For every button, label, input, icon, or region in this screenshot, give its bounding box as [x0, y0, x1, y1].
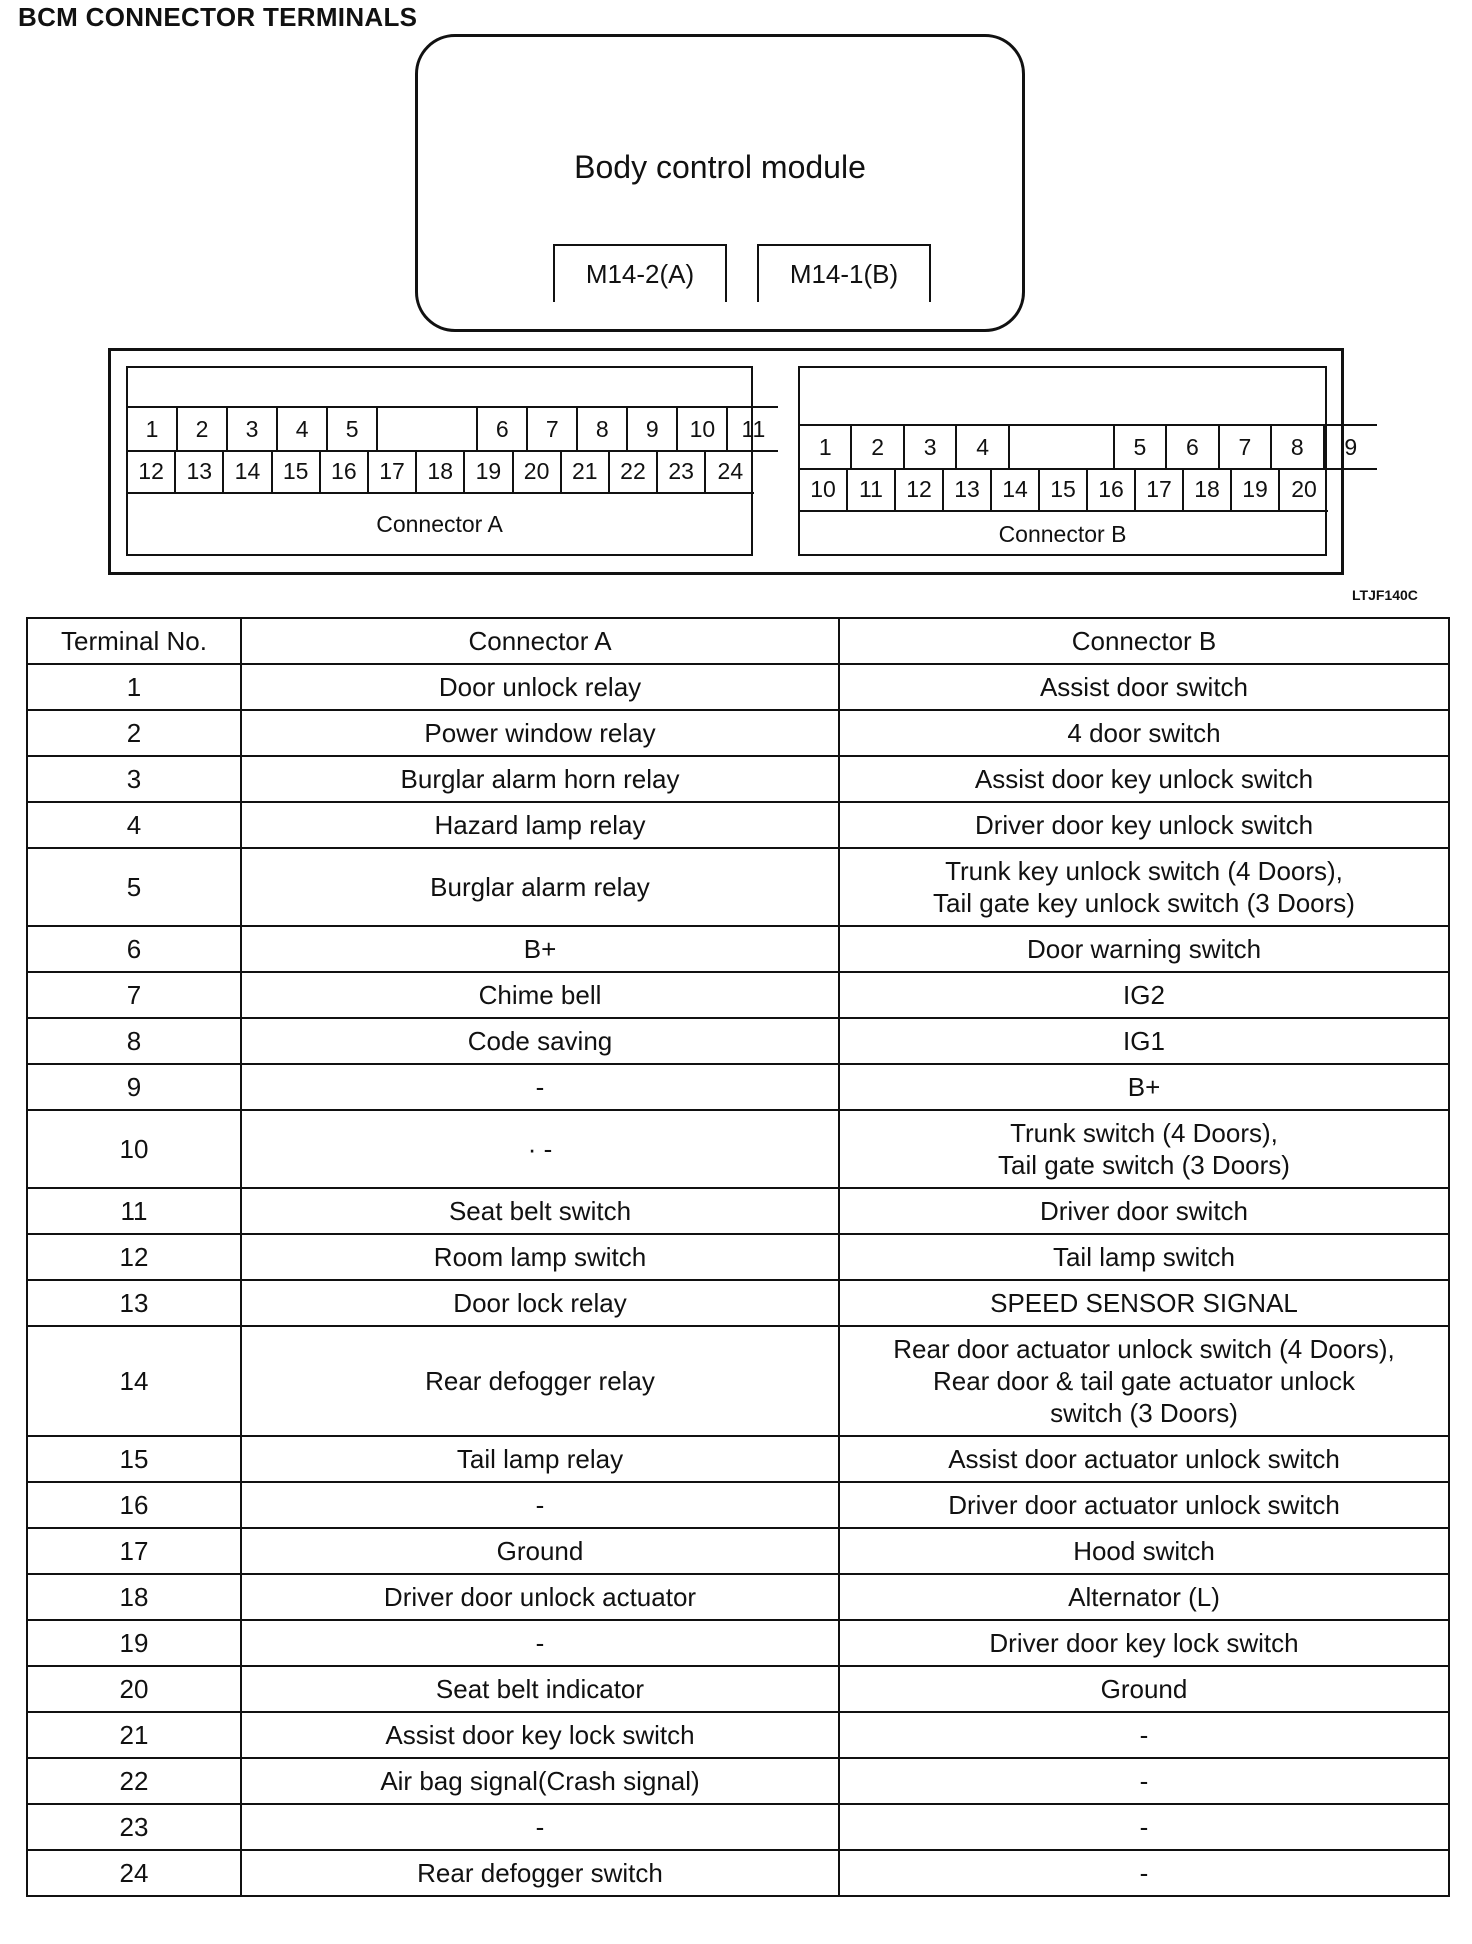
connector-b-diagram — [798, 366, 1358, 556]
connector-b-cell: Assist door actuator unlock switch — [839, 1436, 1449, 1482]
connector-a-cell: Door unlock relay — [241, 664, 839, 710]
table-row — [27, 1280, 1449, 1326]
table-row — [27, 1436, 1449, 1482]
connector-b-cell: B+ — [839, 1064, 1449, 1110]
connector-a-cell: Burglar alarm relay — [241, 848, 839, 926]
table-row — [27, 1528, 1449, 1574]
table-row — [27, 1850, 1449, 1896]
connector-b-pin-6: 6 — [1167, 426, 1219, 468]
connector-a-cell: Chime bell — [241, 972, 839, 1018]
terminal-no-cell: 5 — [27, 848, 241, 926]
connector-a-pin-22: 22 — [610, 450, 658, 492]
table-row — [27, 1758, 1449, 1804]
connector-a-cell: Rear defogger relay — [241, 1326, 839, 1436]
connector-a-cell: - — [241, 1064, 839, 1110]
table-row — [27, 1234, 1449, 1280]
table-row — [27, 926, 1449, 972]
terminal-no-cell: 16 — [27, 1482, 241, 1528]
connector-a-pin-21: 21 — [562, 450, 610, 492]
module-connector-b-id: M14-1(B) — [757, 244, 931, 302]
connector-b-blank-slot — [1010, 426, 1115, 468]
connector-a-cell: Power window relay — [241, 710, 839, 756]
table-row — [27, 1188, 1449, 1234]
terminal-table — [26, 617, 1450, 1897]
terminal-no-cell: 13 — [27, 1280, 241, 1326]
connector-a-blank-slot — [378, 408, 478, 450]
connector-a-cell: · - — [241, 1110, 839, 1188]
connector-b-pin-12: 12 — [896, 468, 944, 510]
connector-a-pin-11: 11 — [741, 415, 766, 442]
table-row — [27, 802, 1449, 848]
table-row — [27, 1574, 1449, 1620]
connector-a-cell: - — [241, 1482, 839, 1528]
terminal-no-cell: 7 — [27, 972, 241, 1018]
connector-a-pin-15: 15 — [273, 450, 321, 492]
table-row — [27, 1064, 1449, 1110]
connector-b-cell: Assist door switch — [839, 664, 1449, 710]
connector-a-pin-17: 17 — [369, 450, 417, 492]
connector-b-pin-9: 9 — [1344, 433, 1358, 460]
terminal-no-cell: 22 — [27, 1758, 241, 1804]
connector-a-pin-12: 12 — [128, 450, 176, 492]
connector-a-pin-2: 2 — [178, 408, 228, 450]
connector-a-cell: Ground — [241, 1528, 839, 1574]
connector-a-cell: Room lamp switch — [241, 1234, 839, 1280]
terminal-no-cell: 8 — [27, 1018, 241, 1064]
connector-a-cell: Seat belt indicator — [241, 1666, 839, 1712]
connector-a-pin-24: 24 — [717, 457, 744, 484]
connector-b-pin-7: 7 — [1220, 426, 1272, 468]
terminal-no-cell: 9 — [27, 1064, 241, 1110]
table-row — [27, 1110, 1449, 1188]
connector-b-pin-14: 14 — [992, 468, 1040, 510]
connector-a-cell: Rear defogger switch — [241, 1850, 839, 1896]
connector-b-cell: Trunk key unlock switch (4 Doors), Tail gate key unlock switch (3 Doors) — [839, 848, 1449, 926]
connector-b-pin-15: 15 — [1040, 468, 1088, 510]
connector-b-pin-16: 16 — [1088, 468, 1136, 510]
table-row — [27, 756, 1449, 802]
terminal-no-cell: 3 — [27, 756, 241, 802]
terminal-no-cell: 4 — [27, 802, 241, 848]
connector-a-cell: Assist door key lock switch — [241, 1712, 839, 1758]
terminal-no-cell: 2 — [27, 710, 241, 756]
connector-b-cell: Assist door key unlock switch — [839, 756, 1449, 802]
connector-a-pin-13: 13 — [176, 450, 224, 492]
connector-a-pin-8: 8 — [578, 408, 628, 450]
connector-b-pin-3: 3 — [905, 426, 957, 468]
connector-b-pin-17: 17 — [1136, 468, 1184, 510]
connector-b-cell: - — [839, 1712, 1449, 1758]
module-name: Body control module — [574, 149, 866, 185]
connector-b-cell: Alternator (L) — [839, 1574, 1449, 1620]
connector-b-pin-19: 19 — [1232, 468, 1280, 510]
connector-a-pin-19: 19 — [465, 450, 513, 492]
connector-a-pin-16: 16 — [321, 450, 369, 492]
table-header-row — [27, 618, 1449, 664]
connector-a-cell: Door lock relay — [241, 1280, 839, 1326]
header-terminal-no: Terminal No. — [27, 618, 241, 664]
connector-a-pin-10: 10 — [678, 408, 728, 450]
table-row — [27, 1018, 1449, 1064]
connector-b-pin-11: 11 — [848, 468, 896, 510]
connector-b-cell: - — [839, 1850, 1449, 1896]
connector-a-cell: Air bag signal(Crash signal) — [241, 1758, 839, 1804]
connector-b-pin-8: 8 — [1272, 426, 1324, 468]
connector-a-cell: Tail lamp relay — [241, 1436, 839, 1482]
connector-b-cell: Driver door key lock switch — [839, 1620, 1449, 1666]
table-row — [27, 664, 1449, 710]
page-title: BCM CONNECTOR TERMINALS — [18, 2, 418, 32]
connector-a-cell: B+ — [241, 926, 839, 972]
connector-b-cell: - — [839, 1758, 1449, 1804]
terminal-no-cell: 10 — [27, 1110, 241, 1188]
connector-b-cell: Ground — [839, 1666, 1449, 1712]
connector-a-pin-4: 4 — [278, 408, 328, 450]
connector-b-cell: Hood switch — [839, 1528, 1449, 1574]
connector-b-label: Connector B — [998, 521, 1127, 547]
connector-b-cell: 4 door switch — [839, 710, 1449, 756]
terminal-no-cell: 6 — [27, 926, 241, 972]
connector-a-cell: Driver door unlock actuator — [241, 1574, 839, 1620]
table-row — [27, 972, 1449, 1018]
terminal-no-cell: 14 — [27, 1326, 241, 1436]
connector-b-cell: Driver door key unlock switch — [839, 802, 1449, 848]
header-connector-a: Connector A — [241, 618, 839, 664]
table-row — [27, 1804, 1449, 1850]
connector-a-cell: Code saving — [241, 1018, 839, 1064]
connector-a-cell: Hazard lamp relay — [241, 802, 839, 848]
connector-a-cell: - — [241, 1804, 839, 1850]
terminal-no-cell: 15 — [27, 1436, 241, 1482]
terminal-no-cell: 18 — [27, 1574, 241, 1620]
image-code: LTJF140C — [1352, 587, 1418, 603]
connector-b-cell: Trunk switch (4 Doors), Tail gate switch (3 Doors) — [839, 1110, 1449, 1188]
connector-a-cell: - — [241, 1620, 839, 1666]
table-row — [27, 1666, 1449, 1712]
connector-a-diagram — [126, 366, 766, 556]
connector-b-pin-20: 20 — [1291, 475, 1317, 502]
connector-b-pin-1: 1 — [800, 426, 852, 468]
connector-a-label: Connector A — [376, 511, 503, 537]
terminal-no-cell: 1 — [27, 664, 241, 710]
table-row — [27, 710, 1449, 756]
connector-b-pin-4: 4 — [957, 426, 1009, 468]
connector-b-pin-18: 18 — [1184, 468, 1232, 510]
terminal-no-cell: 17 — [27, 1528, 241, 1574]
connector-b-cell: Driver door switch — [839, 1188, 1449, 1234]
module-connector-a-id: M14-2(A) — [553, 244, 727, 302]
connector-a-pin-23: 23 — [658, 450, 706, 492]
connector-a-pin-1: 1 — [128, 408, 178, 450]
connector-a-pin-6: 6 — [478, 408, 528, 450]
terminal-no-cell: 23 — [27, 1804, 241, 1850]
table-row — [27, 1326, 1449, 1436]
terminal-no-cell: 24 — [27, 1850, 241, 1896]
table-row — [27, 1712, 1449, 1758]
header-connector-b: Connector B — [839, 618, 1449, 664]
connector-b-cell: - — [839, 1804, 1449, 1850]
connector-b-cell: IG1 — [839, 1018, 1449, 1064]
connector-b-cell: Driver door actuator unlock switch — [839, 1482, 1449, 1528]
connector-b-pin-2: 2 — [852, 426, 904, 468]
connector-b-pin-5: 5 — [1115, 426, 1167, 468]
table-row — [27, 1620, 1449, 1666]
connector-a-pin-7: 7 — [528, 408, 578, 450]
terminal-no-cell: 21 — [27, 1712, 241, 1758]
connector-a-pin-5: 5 — [328, 408, 378, 450]
connector-a-pin-9: 9 — [628, 408, 678, 450]
connector-a-pin-3: 3 — [228, 408, 278, 450]
connector-a-pin-20: 20 — [514, 450, 562, 492]
connector-b-pin-10: 10 — [800, 468, 848, 510]
terminal-no-cell: 11 — [27, 1188, 241, 1234]
connector-b-cell: IG2 — [839, 972, 1449, 1018]
terminal-no-cell: 20 — [27, 1666, 241, 1712]
table-row — [27, 1482, 1449, 1528]
connector-a-cell: Burglar alarm horn relay — [241, 756, 839, 802]
connector-b-cell: Tail lamp switch — [839, 1234, 1449, 1280]
terminal-no-cell: 12 — [27, 1234, 241, 1280]
table-row — [27, 848, 1449, 926]
connector-a-pin-18: 18 — [417, 450, 465, 492]
connector-b-cell: SPEED SENSOR SIGNAL — [839, 1280, 1449, 1326]
connector-b-cell: Rear door actuator unlock switch (4 Doors), Rear door & tail gate actuator unlock switch (3 Doors) — [839, 1326, 1449, 1436]
connector-b-cell: Door warning switch — [839, 926, 1449, 972]
connector-b-pin-13: 13 — [944, 468, 992, 510]
connector-a-pin-14: 14 — [224, 450, 272, 492]
terminal-no-cell: 19 — [27, 1620, 241, 1666]
connector-a-cell: Seat belt switch — [241, 1188, 839, 1234]
